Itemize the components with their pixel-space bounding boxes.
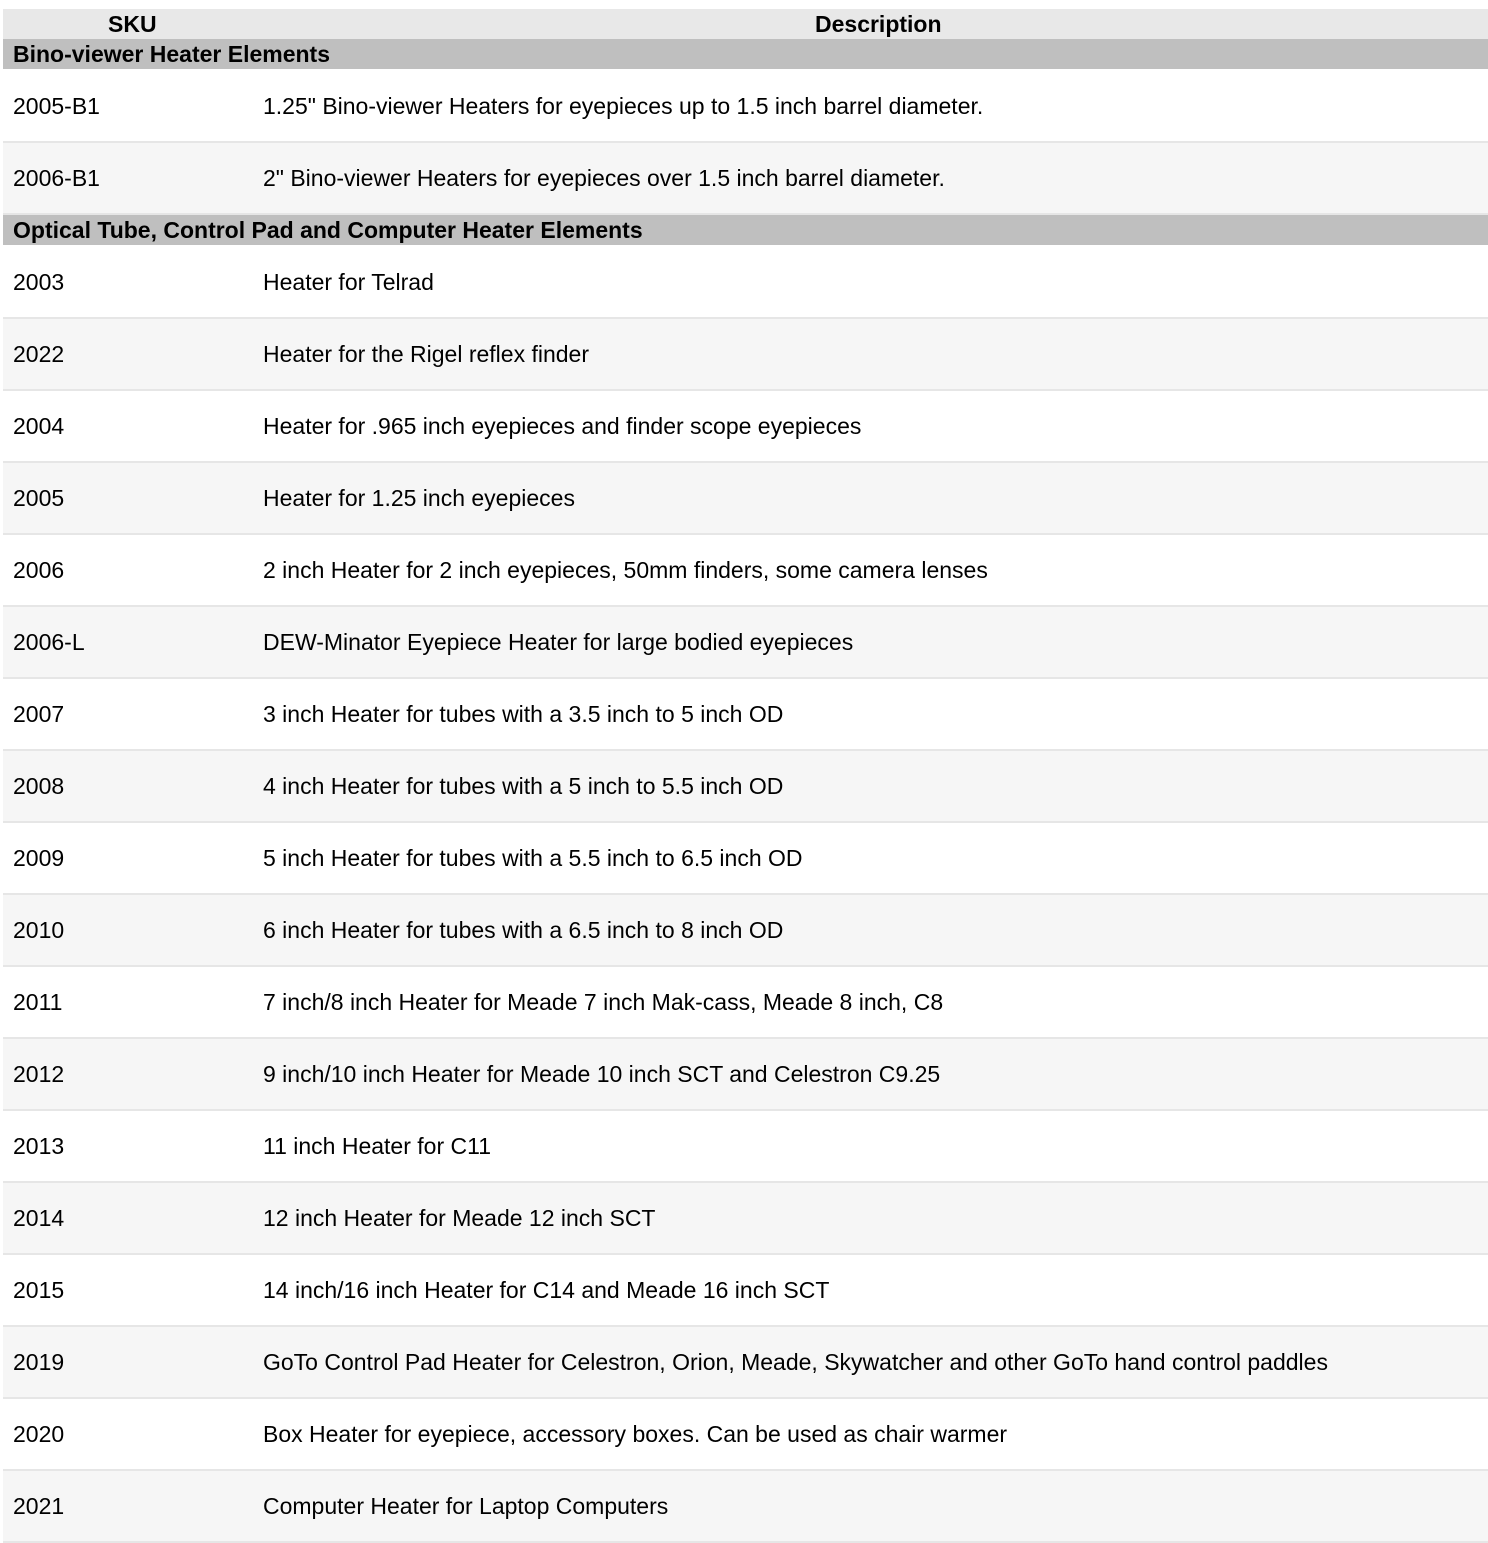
description-cell: 5 inch Heater for tubes with a 5.5 inch to 6.5 inch OD	[253, 822, 1488, 894]
description-cell: 3 inch Heater for tubes with a 3.5 inch to 5 inch OD	[253, 678, 1488, 750]
description-cell: Computer Heater for Laptop Computers	[253, 1470, 1488, 1542]
description-cell: 11 inch Heater for C11	[253, 1110, 1488, 1182]
section-title: Optical Tube, Control Pad and Computer Heater Elements	[3, 214, 1488, 246]
table-row	[3, 894, 1488, 966]
column-header-sku: SKU	[3, 9, 253, 39]
table-row	[3, 462, 1488, 534]
table-row	[3, 966, 1488, 1038]
table-body	[3, 39, 1488, 1542]
table-header	[3, 9, 1488, 39]
description-cell: 9 inch/10 inch Heater for Meade 10 inch SCT and Celestron C9.25	[253, 1038, 1488, 1110]
description-cell: Heater for .965 inch eyepieces and finder scope eyepieces	[253, 390, 1488, 462]
sku-cell: 2019	[3, 1326, 253, 1398]
header-row	[3, 9, 1488, 39]
table-row	[3, 1110, 1488, 1182]
sku-cell: 2015	[3, 1254, 253, 1326]
description-cell: 6 inch Heater for tubes with a 6.5 inch to 8 inch OD	[253, 894, 1488, 966]
table-row	[3, 246, 1488, 318]
description-cell: 12 inch Heater for Meade 12 inch SCT	[253, 1182, 1488, 1254]
table-row	[3, 390, 1488, 462]
description-cell: Heater for 1.25 inch eyepieces	[253, 462, 1488, 534]
column-header-description: Description	[253, 9, 1488, 39]
table-row	[3, 1182, 1488, 1254]
description-cell: 1.25" Bino-viewer Heaters for eyepieces up to 1.5 inch barrel diameter.	[253, 70, 1488, 142]
description-cell: Box Heater for eyepiece, accessory boxes. Can be used as chair warmer	[253, 1398, 1488, 1470]
sku-cell: 2012	[3, 1038, 253, 1110]
description-cell: 7 inch/8 inch Heater for Meade 7 inch Mak-cass, Meade 8 inch, C8	[253, 966, 1488, 1038]
table-row	[3, 750, 1488, 822]
table-row	[3, 1038, 1488, 1110]
table-row	[3, 1254, 1488, 1326]
section-title: Bino-viewer Heater Elements	[3, 39, 1488, 70]
sku-cell: 2010	[3, 894, 253, 966]
sku-cell: 2006	[3, 534, 253, 606]
section-row	[3, 39, 1488, 70]
section-row	[3, 214, 1488, 246]
table-row	[3, 1398, 1488, 1470]
table-row	[3, 1326, 1488, 1398]
description-cell: 14 inch/16 inch Heater for C14 and Meade 16 inch SCT	[253, 1254, 1488, 1326]
sku-cell: 2009	[3, 822, 253, 894]
sku-cell: 2006-L	[3, 606, 253, 678]
table-row	[3, 822, 1488, 894]
sku-cell: 2014	[3, 1182, 253, 1254]
table-row	[3, 534, 1488, 606]
table-row	[3, 142, 1488, 214]
description-cell: Heater for Telrad	[253, 246, 1488, 318]
sku-cell: 2011	[3, 966, 253, 1038]
sku-cell: 2005-B1	[3, 70, 253, 142]
sku-cell: 2003	[3, 246, 253, 318]
sku-cell: 2022	[3, 318, 253, 390]
table-row	[3, 678, 1488, 750]
sku-cell: 2008	[3, 750, 253, 822]
sku-cell: 2006-B1	[3, 142, 253, 214]
table-row	[3, 1470, 1488, 1542]
description-cell: 2 inch Heater for 2 inch eyepieces, 50mm finders, some camera lenses	[253, 534, 1488, 606]
table-row	[3, 606, 1488, 678]
description-cell: 2" Bino-viewer Heaters for eyepieces over 1.5 inch barrel diameter.	[253, 142, 1488, 214]
description-cell: GoTo Control Pad Heater for Celestron, Orion, Meade, Skywatcher and other GoTo hand control paddles	[253, 1326, 1488, 1398]
sku-cell: 2021	[3, 1470, 253, 1542]
table-row	[3, 70, 1488, 142]
sku-cell: 2004	[3, 390, 253, 462]
description-cell: 4 inch Heater for tubes with a 5 inch to 5.5 inch OD	[253, 750, 1488, 822]
sku-cell: 2020	[3, 1398, 253, 1470]
sku-cell: 2005	[3, 462, 253, 534]
product-table-container	[3, 9, 1488, 1543]
description-cell: DEW-Minator Eyepiece Heater for large bodied eyepieces	[253, 606, 1488, 678]
description-cell: Heater for the Rigel reflex finder	[253, 318, 1488, 390]
product-table	[3, 9, 1488, 1543]
sku-cell: 2013	[3, 1110, 253, 1182]
table-row	[3, 318, 1488, 390]
sku-cell: 2007	[3, 678, 253, 750]
